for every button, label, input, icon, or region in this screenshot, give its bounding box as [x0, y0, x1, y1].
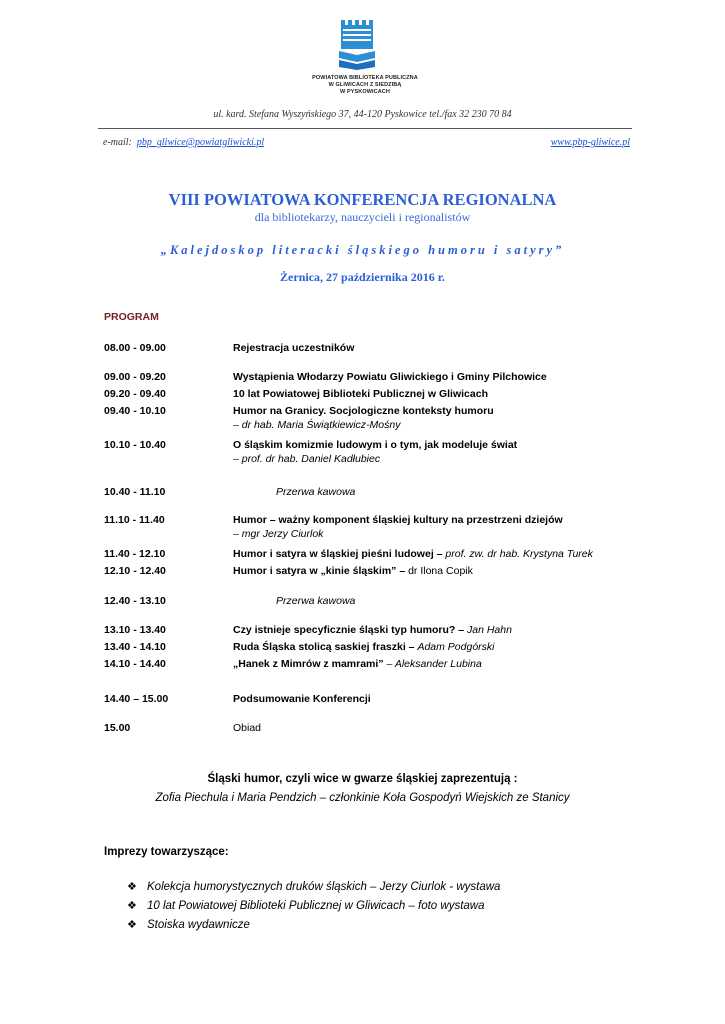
event-item — [127, 899, 485, 912]
program-desc — [233, 564, 633, 578]
diamond-bullet-icon: ❖ — [127, 881, 137, 893]
program-desc — [233, 341, 633, 355]
program-title: O śląskim komizmie ludowym i o tym, jak modeluje świat — [233, 439, 518, 451]
program-title: 10 lat Powiatowej Biblioteki Publicznej w Gliwicach — [233, 388, 488, 400]
event-item — [127, 880, 500, 893]
email-label: e-mail: — [103, 137, 132, 148]
coffee-break: Przerwa kawowa — [276, 595, 356, 607]
program-title: Obiad — [233, 722, 262, 734]
program-speaker: dr Ilona Copik — [408, 565, 473, 577]
program-desc — [233, 387, 633, 401]
address-line: ul. kard. Stefana Wyszyńskiego 37, 44-120 Pyskowice tel./fax 32 230 70 84 — [213, 109, 512, 120]
program-speaker: prof. zw. dr hab. Krystyna Turek — [445, 548, 593, 560]
program-time: 08.00 - 09.00 — [104, 342, 166, 354]
program-title: Wystąpienia Włodarzy Powiatu Gliwickiego i Gminy Pilchowice — [233, 371, 547, 383]
program-title: Czy istnieje specyficznie śląski typ humoru? – — [233, 624, 465, 636]
program-title: „Hanek z Mimrów z mamrami” — [233, 658, 384, 670]
program-speaker: Adam Podgórski — [417, 641, 495, 653]
program-time: 09.40 - 10.10 — [104, 405, 166, 417]
library-logo — [337, 20, 377, 70]
program-desc — [233, 547, 633, 561]
library-name — [290, 75, 440, 96]
program-time: 09.00 - 09.20 — [104, 371, 166, 383]
program-title: Ruda Śląska stolicą saskiej fraszki – — [233, 641, 415, 653]
program-speaker: Jan Hahn — [467, 624, 512, 636]
program-time: 12.10 - 12.40 — [104, 565, 166, 577]
program-desc — [233, 657, 633, 671]
program-desc — [233, 438, 633, 466]
castle-book-icon — [337, 20, 377, 70]
program-title: Humor i satyra w „kinie śląskim” – — [233, 565, 406, 577]
library-name-line2: W GLIWICACH Z SIEDZIBĄ — [328, 82, 402, 88]
program-desc — [233, 404, 633, 432]
presenters-title: Śląski humor, czyli wice w gwarze śląskiej zaprezentują : — [207, 773, 518, 785]
program-speaker: – prof. dr hab. Daniel Kadłubiec — [233, 453, 381, 465]
program-title: Humor na Granicy. Socjologiczne konteksty humoru — [233, 405, 494, 417]
program-time: 12.40 - 13.10 — [104, 595, 166, 607]
program-time: 09.20 - 09.40 — [104, 388, 166, 400]
program-time: 11.40 - 12.10 — [104, 548, 166, 560]
website — [551, 137, 630, 148]
program-label: PROGRAM — [104, 311, 159, 323]
coffee-break: Przerwa kawowa — [276, 486, 356, 498]
library-name-line1: POWIATOWA BIBLIOTEKA PUBLICZNA — [312, 75, 418, 81]
library-name-line3: W PYSKOWICACH — [340, 89, 390, 95]
diamond-bullet-icon: ❖ — [127, 900, 137, 912]
conference-motto: „Kalejdoskop literacki śląskiego humoru i satyry” — [160, 243, 565, 257]
program-title: Humor – ważny komponent śląskiej kultury na przestrzeni dziejów — [233, 514, 563, 526]
program-desc — [233, 623, 633, 637]
conference-subtitle: dla bibliotekarzy, nauczycieli i regionalistów — [254, 210, 471, 224]
event-text: Kolekcja humorystycznych druków śląskich – Jerzy Ciurlok - wystawa — [147, 881, 501, 893]
program-time: 10.10 - 10.40 — [104, 439, 166, 451]
email-line — [103, 137, 264, 148]
program-desc — [233, 640, 633, 654]
program-speaker: – Aleksander Lubina — [386, 658, 482, 670]
diamond-bullet-icon: ❖ — [127, 919, 137, 931]
program-time: 14.40 – 15.00 — [104, 693, 169, 705]
program-desc — [233, 370, 633, 384]
program-time: 10.40 - 11.10 — [104, 486, 166, 498]
program-title: Podsumowanie Konferencji — [233, 693, 371, 705]
program-desc — [233, 513, 633, 541]
program-time: 11.10 - 11.40 — [104, 514, 165, 526]
event-text: Stoiska wydawnicze — [147, 919, 250, 931]
event-text: 10 lat Powiatowej Biblioteki Publicznej w Gliwicach – foto wystawa — [147, 900, 485, 912]
conference-date: Żernica, 27 października 2016 r. — [280, 270, 445, 284]
website-link[interactable]: www.pbp-gliwice.pl — [550, 137, 630, 148]
program-time: 15.00 — [104, 722, 131, 734]
program-time: 13.10 - 13.40 — [104, 624, 166, 636]
events-title: Imprezy towarzyszące: — [104, 846, 229, 858]
header-divider — [98, 128, 632, 129]
program-time: 14.10 - 14.40 — [104, 658, 166, 670]
program-desc — [233, 721, 633, 735]
program-title: Humor i satyra w śląskiej pieśni ludowej – — [233, 548, 443, 560]
email-link[interactable]: pbp_gliwice@powiatgliwicki.pl — [136, 137, 265, 148]
program-speaker: – mgr Jerzy Ciurlok — [233, 528, 324, 540]
program-time: 13.40 - 14.10 — [104, 641, 166, 653]
program-title: Rejestracja uczestników — [233, 342, 355, 354]
program-desc — [233, 692, 633, 706]
program-speaker: – dr hab. Maria Świątkiewicz-Mośny — [233, 419, 401, 431]
event-item — [127, 918, 250, 931]
presenters-names: Zofia Piechula i Maria Pendzich – członkinie Koła Gospodyń Wiejskich ze Stanicy — [155, 792, 570, 804]
conference-title: VIII POWIATOWA KONFERENCJA REGIONALNA — [168, 190, 557, 209]
